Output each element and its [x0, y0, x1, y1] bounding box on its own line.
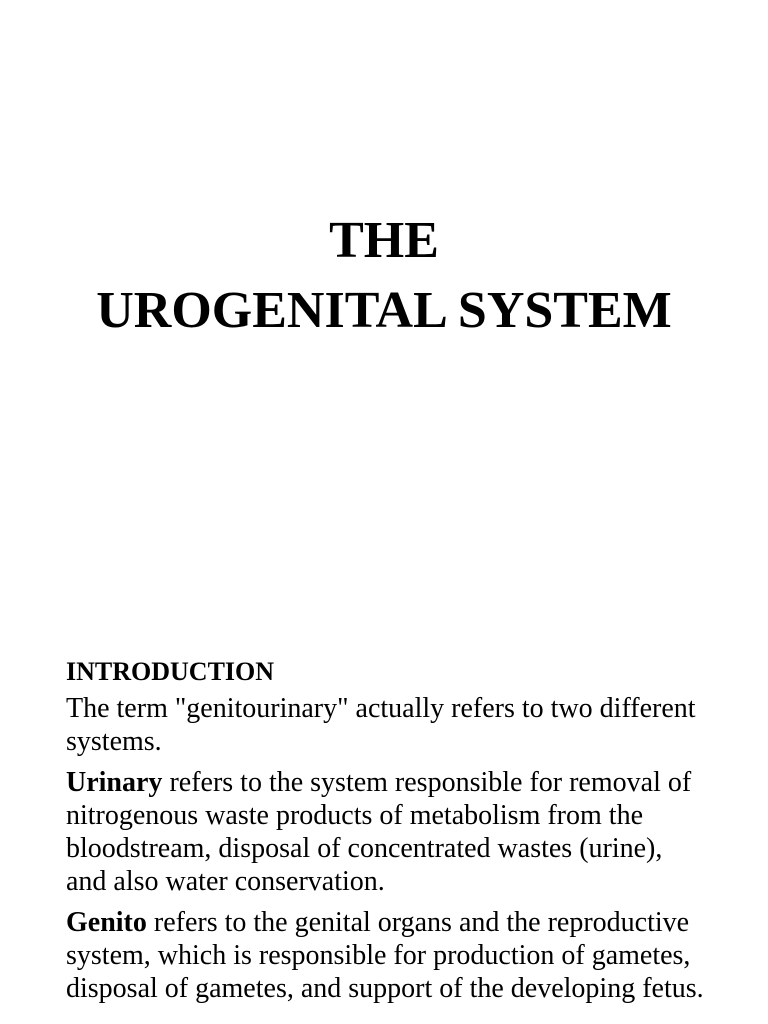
section-heading: INTRODUCTION	[66, 657, 275, 686]
paragraph-urinary-text: refers to the system responsible for removal of nitrogenous waste products of metabolism from the bloodstream, disposal of concentrated wastes (urine), and also water conservation.	[66, 767, 692, 897]
title-line-1: THE	[329, 212, 439, 269]
title-line-2: UROGENITAL SYSTEM	[96, 282, 672, 339]
document-title	[0, 206, 768, 346]
paragraph-genito-text: refers to the genital organs and the reproductive system, which is responsible for production of gametes, disposal of gametes, and support of the developing fetus.	[66, 907, 704, 1004]
paragraph-urinary-term: Urinary	[66, 767, 163, 798]
paragraph-intro	[66, 692, 706, 758]
paragraph-genito-term: Genito	[66, 907, 147, 938]
paragraph-urinary	[66, 766, 706, 898]
paragraph-intro-text: The term "genitourinary" actually refers to two different systems.	[66, 693, 696, 757]
document-body	[66, 655, 706, 1013]
paragraph-genito	[66, 906, 706, 1005]
